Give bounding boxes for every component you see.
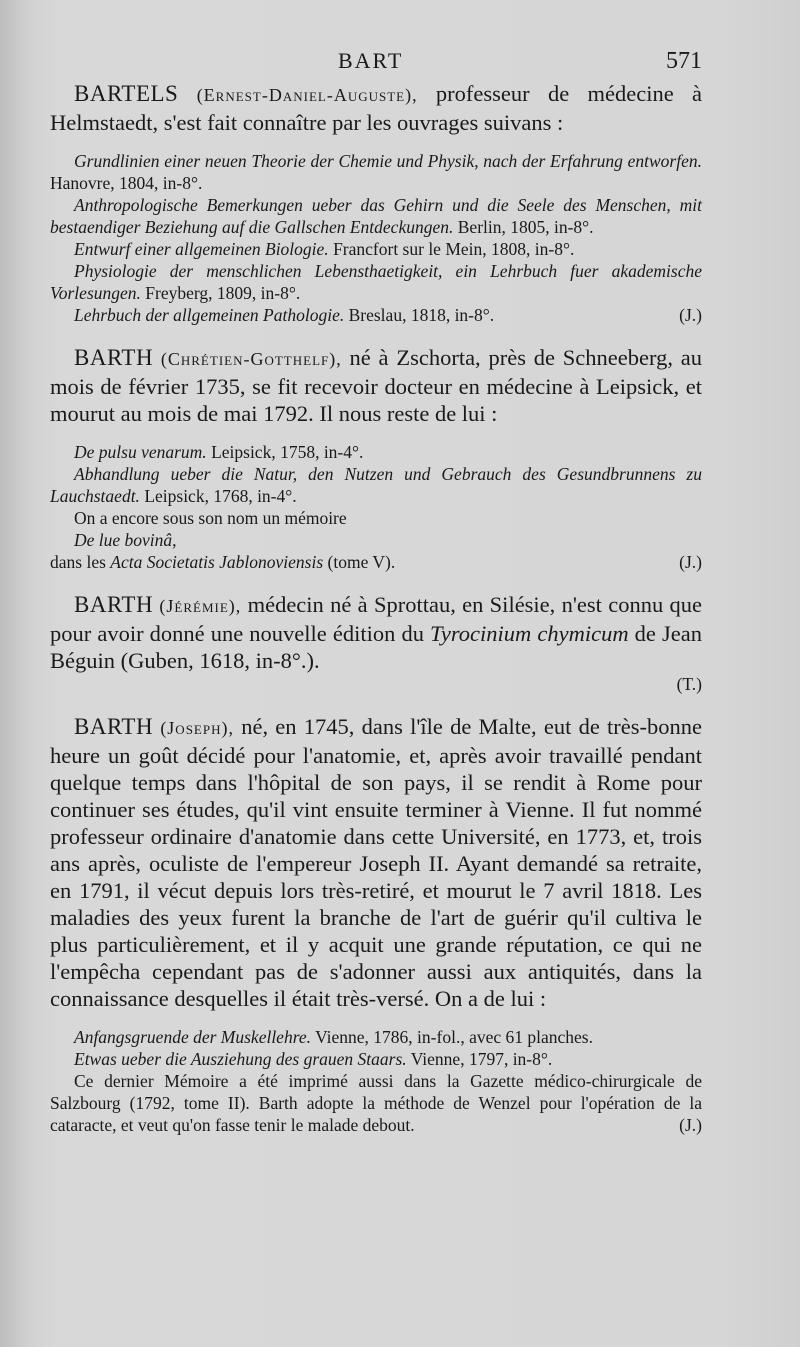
- work-title: Anthropologische Bemerkungen ueber das Gehirn und die Seele des Menschen, mit bestaendiger Beziehung auf die Gallschen Entdeckungen.: [50, 195, 702, 237]
- entry-paragraph: [50, 713, 702, 1012]
- entry-text: né, en 1745, dans l'île de Malte, eut de très-bonne heure un goût décidé pour l'anatomie, et, après avoir travaillé pendant quelque temps dans l'hôpital de son pays, il se rendit à Rome pour continuer ses études, qu'il vint ensuite terminer à Vienne. Il fut nommé professeur ordinaire d'anatomie dans cette Université, en 1773, et, trois ans après, oculiste de l'empereur Joseph II. Ayant demandé sa retraite, en 1791, il vécut depuis lors très-retiré, et mourut le 7 avril 1818. Les maladies des yeux furent la branche de l'art de guérir qu'il cultiva le plus particulièrement, et il y acquit une grande réputation, ce qui ne l'empêcha cependant pas de s'adonner aussi aux antiquités, dans la connaissance desquelles il était très-versé. On a de lui :: [50, 714, 703, 1011]
- entry-forenames: (Jérémie),: [159, 596, 242, 616]
- work-details: Breslau, 1818, in-8°.: [344, 305, 495, 325]
- entry-text: médecin né à Sprottau, en Silésie, n'est connu que pour avoir donné une nouvelle édition du: [50, 592, 702, 646]
- work-details: Hanovre, 1804, in-8°.: [50, 173, 203, 193]
- work-details: Leipsick, 1768, in-4°.: [139, 486, 297, 506]
- work-title: Etwas ueber die Ausziehung des grauen Staars.: [74, 1049, 407, 1069]
- author-signature: (J.): [679, 305, 702, 325]
- work-item: [50, 1026, 702, 1048]
- work-details: Leipsick, 1758, in-4°.: [206, 442, 364, 462]
- work-item: [50, 260, 702, 304]
- entry-bartels: [50, 80, 702, 326]
- work-title: Acta Societatis Jablonoviensis: [110, 552, 324, 572]
- entry-barth-jeremie: [50, 591, 702, 695]
- work-title: De lue bovinâ,: [74, 530, 177, 550]
- entry-forenames: (Chrétien-Gotthelf),: [160, 349, 342, 369]
- work-title: Anfangsgruende der Muskellehre.: [74, 1027, 312, 1047]
- entry-name: BARTH: [74, 345, 154, 370]
- author-signature: (J.): [679, 1115, 702, 1135]
- entry-text: professeur de médecine à Helmstaedt, s'est fait connaître par les ouvrages suivans :: [50, 81, 703, 135]
- entry-forenames: (Joseph),: [160, 718, 234, 738]
- works-list: [50, 1026, 702, 1136]
- page-header: [0, 48, 800, 78]
- work-item: [50, 551, 702, 573]
- work-item: [50, 1048, 702, 1070]
- edition-title: Tyrocinium chymicum: [430, 621, 629, 646]
- work-title: Lehrbuch der allgemeinen Pathologie.: [74, 305, 345, 325]
- entry-barth-joseph: [50, 713, 702, 1136]
- work-item: [50, 304, 702, 326]
- work-item: [50, 529, 702, 551]
- entry-name: BARTH: [74, 714, 154, 739]
- work-details: Francfort sur le Mein, 1808, in-8°.: [328, 239, 575, 259]
- work-title: Entwurf einer allgemeinen Biologie.: [74, 239, 329, 259]
- work-details: (tome V).: [323, 552, 396, 572]
- entry-name: BARTELS: [74, 81, 179, 106]
- work-details: Vienne, 1786, in-fol., avec 61 planches.: [311, 1027, 593, 1047]
- author-signature: (J.): [679, 552, 702, 572]
- works-list: [50, 150, 702, 326]
- work-item: [50, 507, 702, 529]
- entry-text-end: de Jean Béguin (Guben, 1618, in-8°.).: [50, 621, 702, 673]
- work-details: Freyberg, 1809, in-8°.: [140, 283, 301, 303]
- work-note: Ce dernier Mémoire a été imprimé aussi dans la Gazette médico-chirurgicale de Salzbourg (1792, tome II). Barth adopte la méthode de Wenzel pour l'opération de la cataracte, et veut qu'on fasse tenir le malade debout.: [50, 1071, 702, 1135]
- work-title: Physiologie der menschlichen Lebensthaetigkeit, ein Lehrbuch fuer akademische Vorlesungen.: [50, 261, 702, 303]
- entry-forenames: (Ernest-Daniel-Auguste),: [196, 85, 418, 105]
- entry-name: BARTH: [74, 592, 154, 617]
- work-title: De pulsu venarum.: [74, 442, 207, 462]
- work-item: [50, 238, 702, 260]
- work-note: On a encore sous son nom un mémoire: [74, 508, 347, 528]
- work-item: [50, 1070, 702, 1136]
- author-signature: (T.): [676, 674, 702, 694]
- work-title: Abhandlung ueber die Natur, den Nutzen und Gebrauch des Gesundbrunnens zu Lauchstaedt.: [50, 464, 702, 506]
- work-note: dans les: [50, 552, 111, 572]
- page-body: [50, 80, 702, 1154]
- works-list: [50, 441, 702, 573]
- work-item: [50, 150, 702, 194]
- work-details: Vienne, 1797, in-8°.: [406, 1049, 553, 1069]
- page-number: 571: [666, 48, 702, 74]
- entry-barth-chretien: [50, 344, 702, 573]
- work-item: [50, 441, 702, 463]
- work-details: Berlin, 1805, in-8°.: [453, 217, 594, 237]
- work-title: Grundlinien einer neuen Theorie der Chemie und Physik, nach der Erfahrung entworfen.: [74, 151, 702, 171]
- entry-paragraph: [50, 344, 702, 427]
- entry-text: né à Zschorta, près de Schneeberg, au mois de février 1735, se fit recevoir docteur en médecine à Leipsick, et mourut au mois de mai 1792. Il nous reste de lui :: [50, 345, 702, 426]
- entry-paragraph: [50, 80, 702, 136]
- work-item: [50, 463, 702, 507]
- running-head: BART: [338, 48, 404, 73]
- entry-paragraph: [50, 591, 702, 674]
- work-item: [50, 194, 702, 238]
